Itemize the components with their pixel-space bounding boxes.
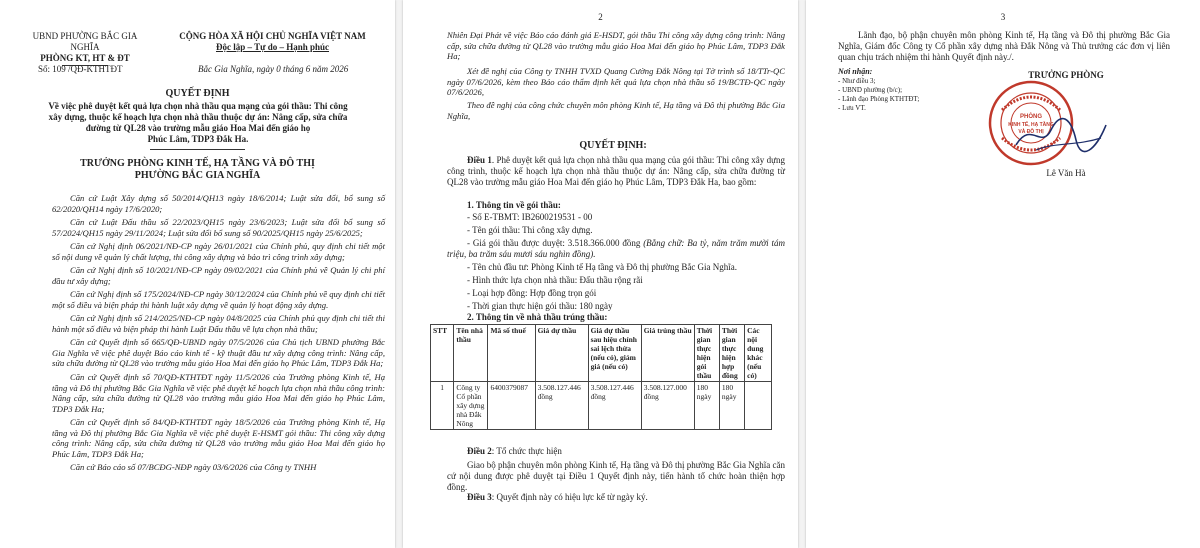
subject-underline (150, 149, 245, 150)
document-page-1 (0, 0, 395, 548)
column-header: Tên nhà thầu (454, 325, 488, 382)
nation-line-1: CỘNG HÒA XÃ HỘI CHỦ NGHĨA VIỆT NAM (179, 31, 366, 41)
legal-basis-item: Căn cứ Luật Đấu thầu số 22/2023/QH15 ngày 23/6/2023; Luật sửa đổi bổ sung số 57/2024/QH15 ngày 29/11/2024; Luật sửa đổi bổ sung số 90/2025/QH15 ngày 25/6/2025; (52, 217, 385, 238)
table-cell: 180 ngày (719, 382, 744, 430)
article-2 (467, 446, 562, 457)
info-line: - Tên chủ đầu tư: Phòng Kinh tế Hạ tầng và Đô thị phường Bắc Gia Nghĩa. (467, 262, 738, 272)
info-line: - Thời gian thực hiện gói thầu: 180 ngày (467, 301, 613, 311)
signer-title: TRƯỞNG PHÒNG (1028, 70, 1104, 80)
legal-basis-item: Căn cứ Quyết định số 665/QĐ-UBND ngày 07/5/2026 của Chủ tịch UBND phường Bắc Gia Nghĩa về việc phê duyệt Báo cáo kinh tế - kỹ thuật đầu tư xây dựng công trình: Nâng cấp, sửa chữa đường từ QL28 vào trường mẫu giáo Hoa Mai đến giáo họ Phúc Lâm, TDP3 Đắk Ha; (52, 337, 385, 369)
page-number: 2 (598, 12, 603, 22)
svg-text:VÀ ĐÔ THỊ: VÀ ĐÔ THỊ (1018, 129, 1044, 135)
table-header-row (431, 325, 772, 382)
responsibility-paragraph: Lãnh đạo, bộ phận chuyên môn phòng Kinh tế, Hạ tầng và Đô thị phường Bắc Gia Nghĩa, Giám đốc Công ty Cổ phần xây dựng nhà Đắk Nông và Thủ trưởng các đơn vị liên quan chịu trách nhiệm thi hành Quyết định này./. (838, 30, 1170, 62)
table-cell: 3.508.127.446 đồng (588, 382, 641, 430)
article-2-label: Điều 2 (467, 446, 492, 456)
column-header: STT (431, 325, 454, 382)
legal-basis-item: Căn cứ Luật Xây dựng số 50/2014/QH13 ngày 18/6/2014; Luật sửa đổi, bổ sung số 62/2020/QH14 ngày 17/6/2020; (52, 193, 385, 214)
recipient-item: - Lãnh đạo Phòng KTHTĐT; (838, 95, 920, 103)
nation-line-2: Độc lập – Tự do – Hạnh phúc (215, 42, 330, 52)
package-price (447, 238, 785, 260)
recommendation-paragraph: Theo đề nghị của công chức chuyên môn phòng Kinh tế, Hạ tầng và Đô thị phường Bắc Gia Nghĩa, (447, 100, 785, 121)
national-motto (160, 31, 385, 53)
table-cell: 6400379087 (488, 382, 535, 430)
decide-heading: QUYẾT ĐỊNH: (579, 140, 647, 151)
column-header: Giá dự thầu (535, 325, 588, 382)
legal-basis-item: Căn cứ Nghị định số 175/2024/NĐ-CP ngày 30/12/2024 của Chính phủ về quy định chi tiết một số điều và biện pháp thi hành luật xây dựng về quản lý hoạt động xây dựng. (52, 289, 385, 310)
table-cell: Công ty Cổ phần xây dựng nhà Đắk Nông (454, 382, 488, 430)
legal-basis-item: Căn cứ Quyết định số 70/QĐ-KTHTĐT ngày 11/5/2026 của Trưởng phòng Kinh tế, Hạ tầng và Đô thị phường Bắc Gia Nghĩa về việc phê duyệt kế hoạch lựa chọn nhà thầu công trình: Nâng cấp, sửa chữa đường từ QL28 vào trường mẫu giáo Hoa Mai đến giáo họ Phúc Lâm, TDP3 Đắk Ha; (52, 372, 385, 414)
column-header: Các nội dung khác (nếu có) (745, 325, 772, 382)
recipients-label: Nơi nhận: (838, 67, 873, 76)
recipient-item: - Lưu VT. (838, 104, 866, 112)
table-cell: 3.508.127.446 đồng (535, 382, 588, 430)
column-header: Thời gian thực hiện hợp đồng (719, 325, 744, 382)
table-row (431, 382, 772, 430)
table-cell: 3.508.127.000 đồng (641, 382, 694, 430)
document-page-3 (806, 0, 1200, 548)
svg-text:KINH TẾ, HẠ TẦNG: KINH TẾ, HẠ TẦNG (1008, 122, 1054, 128)
legal-basis-item: Căn cứ Nghị định số 10/2021/NĐ-CP ngày 09/02/2021 của Chính phủ về Quản lý chi phí đầu tư xây dựng; (52, 265, 385, 286)
section-2-heading: 2. Thông tin về nhà thầu trúng thầu: (467, 312, 608, 322)
svg-text:PHÒNG: PHÒNG (1019, 114, 1043, 120)
info-line: - Số E-TBMT: IB2600219531 - 00 (467, 212, 593, 222)
subject-line: đường từ QL28 vào trường mẫu giáo Hoa Mai đến giáo họ (85, 123, 311, 133)
article-1 (447, 155, 785, 188)
package-info-2 (467, 262, 785, 312)
place-date: Bắc Gia Nghĩa, ngày 0 tháng 6 năm 2026 (198, 64, 349, 74)
table-cell: 1 (431, 382, 454, 430)
legal-basis-item: Căn cứ Quyết định số 84/QĐ-KTHTĐT ngày 18/5/2026 của Trưởng phòng Kinh tế, Hạ tầng và Đô thị phường Bắc Gia Nghĩa về việc phê duyệt E-HSMT gói thầu: Thi công xây dựng công trình: Nâng cấp, sửa chữa đường từ QL28 vào trường mẫu giáo Hoa Mai đến giáo họ Phúc Lâm, TDP3 Đắk Ha; (52, 417, 385, 459)
document-page-2 (403, 0, 798, 548)
article-3-text: : Quyết định này có hiệu lực kể từ ngày ký. (491, 492, 648, 502)
page-number: 3 (1000, 12, 1006, 22)
info-line: - Tên gói thầu: Thi công xây dựng. (467, 225, 593, 235)
package-info (467, 212, 785, 236)
org-line-1: UBND PHƯỜNG BẮC GIA NGHĨA (32, 31, 138, 52)
subject-line: Phúc Lâm, TDP3 Đắk Ha. (147, 134, 249, 144)
subject-line: Về việc phê duyệt kết quả lựa chọn nhà thầu qua mạng của gói thầu: Thi công (48, 101, 348, 111)
info-line: - Loại hợp đồng: Hợp đồng trọn gói (467, 288, 597, 298)
article-1-label: Điều 1 (467, 155, 492, 165)
info-line: - Hình thức lựa chọn nhà thầu: Đấu thầu rộng rãi (467, 275, 643, 285)
proposal-paragraph: Xét đề nghị của Công ty TNHH TVXD Quang Cường Đắk Nông tại Tờ trình số 18/TTr-QC ngày 07/6/2026, kèm theo Báo cáo thẩm định kết quả lựa chọn nhà thầu số 19/BCTĐ-QC ngày 07/6/2026, (447, 66, 785, 98)
legal-basis-item: Căn cứ Nghị định số 214/2025/NĐ-CP ngày 04/8/2025 của Chính phủ quy định chi tiết thi hành một số điều và biện pháp thi hành Luật Đấu thầu về lựa chọn nhà thầu; (52, 313, 385, 334)
article-2-body: Giao bộ phận chuyên môn phòng Kinh tế, Hạ tầng và Đô thị phường Bắc Gia Nghĩa căn cứ nội dung được phê duyệt tại Điều 1 Quyết định này, tiến hành tổ chức hoàn thiện hợp đồng. (447, 460, 785, 492)
winning-bidder-table (430, 324, 772, 430)
org-line-2: PHÒNG KT, HT & ĐT (40, 53, 130, 63)
signer-name: Lê Văn Hà (1046, 168, 1086, 178)
legal-basis-item: Căn cứ Báo cáo số 07/BCĐG-NĐP ngày 03/6/2026 của Công ty TNHH (70, 462, 317, 472)
table-cell (745, 382, 772, 430)
signature (1006, 110, 1116, 160)
article-2-title: : Tổ chức thực hiện (491, 446, 562, 456)
section-1-heading: 1. Thông tin về gói thầu: (467, 200, 561, 210)
column-header: Giá dự thầu sau hiệu chỉnh sai lệch thừa (nếu có), giảm giá (nếu có) (588, 325, 641, 382)
price-words: (Bằng chữ: Ba tỷ, năm trăm mười tám triệu, ba trăm sáu mươi sáu nghìn đồng). (447, 238, 785, 259)
decision-heading: QUYẾT ĐỊNH (165, 88, 230, 99)
price-value: - Giá gói thầu được duyệt: 3.518.366.000 đồng (467, 238, 641, 248)
column-header: Giá trúng thầu (641, 325, 694, 382)
column-header: Thời gian thực hiện gói thầu (694, 325, 719, 382)
recipient-item: - Như điều 3; (838, 77, 876, 85)
decision-number: Số: 109 /QĐ-KTHTĐT (38, 64, 123, 74)
recipient-item: - UBND phường (b/c); (838, 86, 903, 94)
subject-line: xây dựng, thuộc kế hoạch lựa chọn nhà thầu thuộc dự án: Nâng cấp, sửa chữa (48, 112, 348, 122)
article-1-text: . Phê duyệt kết quả lựa chọn nhà thầu qua mạng của gói thầu: Thi công xây dựng công trình, thuộc kế hoạch lựa chọn nhà thầu thuộc dự án: Nâng cấp, sửa chữa đường từ QL28 vào trường mẫu giáo Hoa Mai đến giáo họ Phúc Lâm, TDP3 Đắk Ha, bao gồm: (447, 155, 786, 187)
legal-basis-item: Căn cứ Nghị định 06/2021/NĐ-CP ngày 26/01/2021 của Chính phủ, quy định chi tiết một số nội dung về quản lý chất lượng, thi công xây dựng và bảo trì công trình xây dựng; (52, 241, 385, 262)
decision-subject (8, 101, 388, 145)
issuing-org (20, 31, 150, 66)
article-3 (467, 492, 648, 503)
issuing-authority (0, 158, 395, 182)
authority-line: TRƯỞNG PHÒNG KINH TẾ, HẠ TẦNG VÀ ĐÔ THỊ (80, 158, 315, 169)
column-header: Mã số thuế (488, 325, 535, 382)
table-cell: 180 ngày (694, 382, 719, 430)
article-3-label: Điều 3 (467, 492, 492, 502)
recipients-block (838, 67, 958, 113)
basis-continuation: Nhiên Đại Phát về việc Báo cáo đánh giá E-HSDT, gói thầu Thi công xây dựng công trình: Nâng cấp, sửa chữa đường từ QL28 vào trường mẫu giáo Hoa Mai đến giáo họ Phúc Lâm, TDP3 Đắk Ha; (447, 30, 785, 62)
authority-line: PHƯỜNG BẮC GIA NGHĨA (134, 170, 261, 181)
